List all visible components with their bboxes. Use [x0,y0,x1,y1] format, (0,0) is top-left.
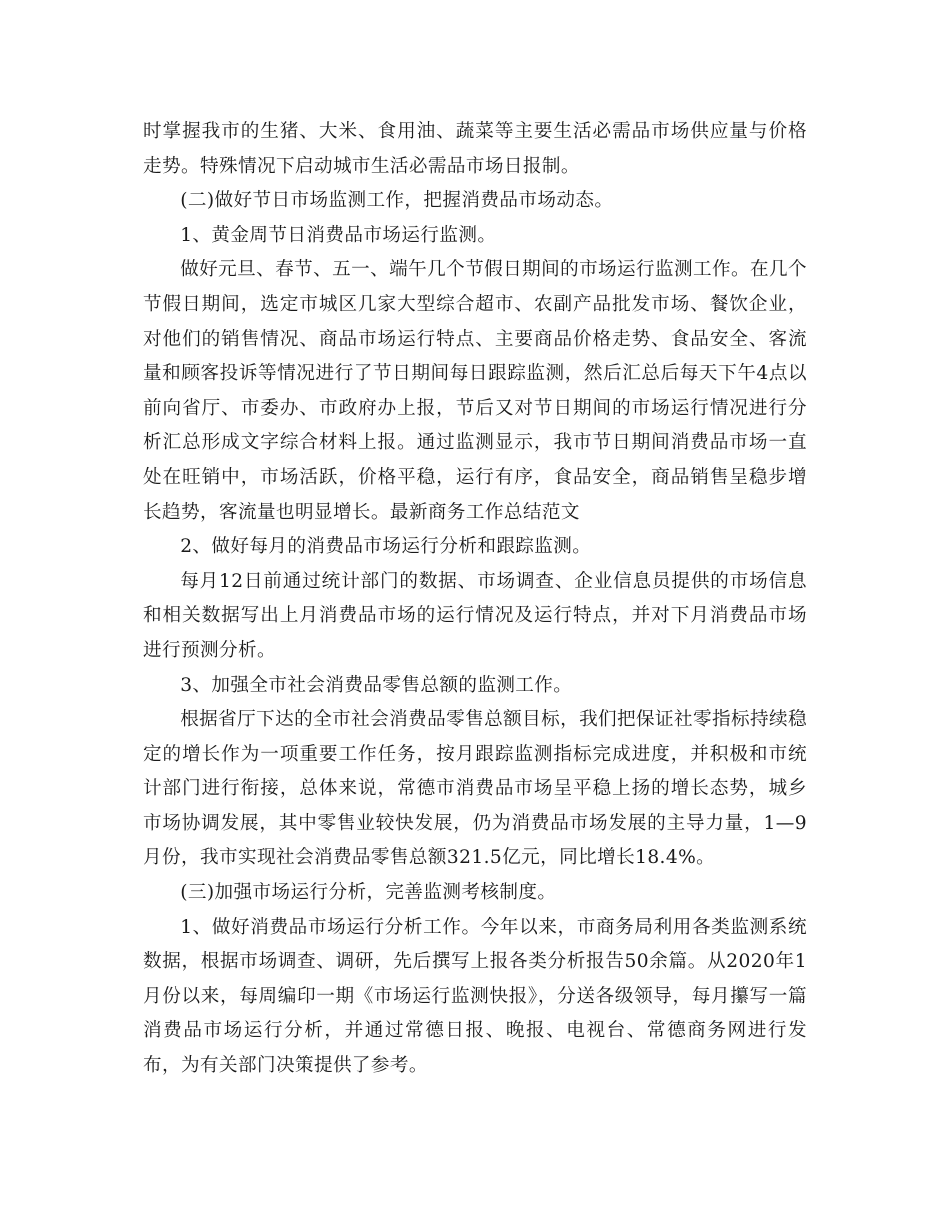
paragraph: 每月12日前通过统计部门的数据、市场调查、企业信息员提供的市场信息和相关数据写出上月消费品市场的运行情况及运行特点，并对下月消费品市场进行预测分析。 [143,570,807,661]
paragraph: 做好元旦、春节、五一、端午几个节假日期间的市场运行监测工作。在几个节假日期间，选定市城区几家大型综合超市、农副产品批发市场、餐饮企业，对他们的销售情况、商品市场运行特点、主要商品价格走势、食品安全、客流量和顾客投诉等情况进行了节日期间每日跟踪监测，然后汇总后每天下午4点以前向省厅、市委办、市政府办上报，节后又对节日期间的市场运行情况进行分析汇总形成文字综合材料上报。通过监测显示，我市节日期间消费品市场一直处在旺销中，市场活跃，价格平稳，运行有序，食品安全，商品销售呈稳步增长趋势，客流量也明显增长。最新商务工作总结范文 [143,259,807,523]
paragraph: 时掌握我市的生猪、大米、食用油、蔬菜等主要生活必需品市场供应量与价格走势。特殊情况下启动城市生活必需品市场日报制。 [143,121,807,177]
section-heading: (二)做好节日市场监测工作，把握消费品市场动态。 [180,190,614,212]
paragraph: 根据省厅下达的全市社会消费品零售总额目标，我们把保证社零指标持续稳定的增长作为一项重要工作任务，按月跟踪监测指标完成进度，并积极和市统计部门进行衔接，总体来说，常德市消费品市场呈平稳上扬的增长态势，城乡市场协调发展，其中零售业较快发展，仍为消费品市场发展的主导力量，1—9月份，我市实现社会消费品零售总额321.5亿元，同比增长18.4%。 [143,709,807,869]
sub-heading: 1、黄金周节日消费品市场运行监测。 [180,224,497,246]
paragraph: 1、做好消费品市场运行分析工作。今年以来，市商务局利用各类监测系统数据，根据市场调查、调研，先后撰写上报各类分析报告50余篇。从2020年1月份以来，每周编印一期《市场运行监测快报》，分送各级领导，每月攥写一篇消费品市场运行分析，并通过常德日报、晚报、电视台、常德商务网进行发布，为有关部门决策提供了参考。 [143,916,807,1077]
sub-heading: 2、做好每月的消费品市场运行分析和跟踪监测。 [180,536,592,558]
sub-heading: 3、加强全市社会消费品零售总额的监测工作。 [180,674,573,696]
section-heading: (三)加强市场运行分析，完善监测考核制度。 [180,882,557,904]
document-body [143,115,807,1084]
